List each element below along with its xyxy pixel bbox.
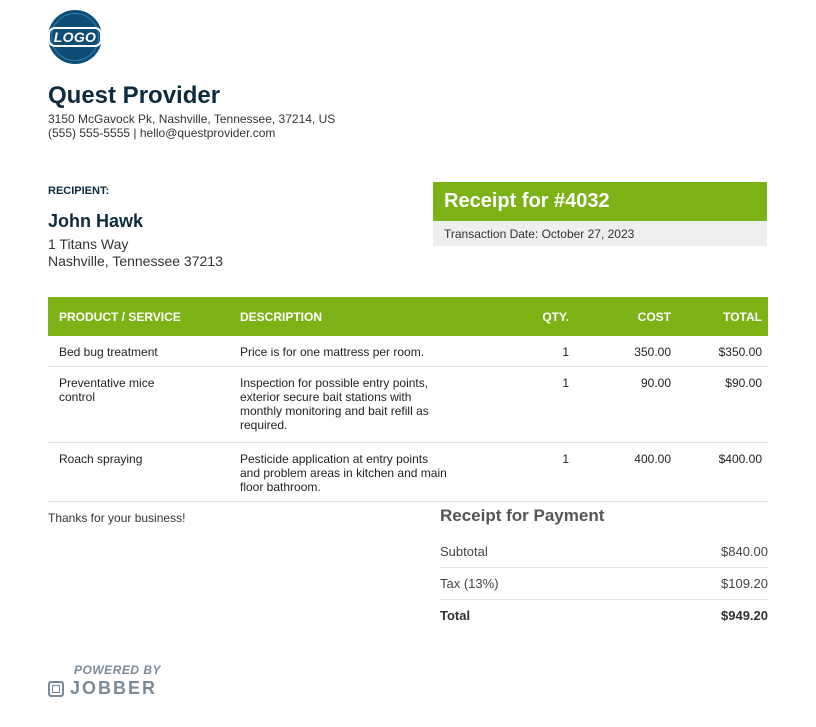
powered-by-label: POWERED BY (74, 663, 162, 677)
jobber-brand (48, 678, 161, 699)
receipt-header-box (433, 182, 767, 246)
table-header-row (48, 297, 768, 336)
recipient-label: RECIPIENT: (48, 185, 110, 197)
tax-row (440, 568, 768, 600)
row-product: Bed bug treatment (48, 336, 229, 367)
row-total: $350.00 (677, 336, 768, 367)
row-cost: 400.00 (577, 443, 677, 502)
header-product: PRODUCT / SERVICE (48, 297, 229, 336)
powered-by-jobber[interactable] (48, 663, 161, 699)
row-qty: 1 (453, 443, 577, 502)
header-description: DESCRIPTION (229, 297, 453, 336)
header-qty: QTY. (453, 297, 577, 336)
row-product: Roach spraying (48, 443, 229, 502)
row-cost: 90.00 (577, 367, 677, 443)
thank-you-note: Thanks for your business! (48, 511, 186, 525)
row-description: Price is for one mattress per room. (229, 336, 453, 367)
header-cost: COST (577, 297, 677, 336)
row-description: Pesticide application at entry points and problem areas in kitchen and main floor bathroom. (229, 443, 453, 502)
row-cost: 350.00 (577, 336, 677, 367)
table-row (48, 443, 768, 502)
recipient-address-line1: 1 Titans Way (48, 236, 129, 252)
row-total: $90.00 (677, 367, 768, 443)
payment-summary (440, 506, 768, 631)
row-qty: 1 (453, 367, 577, 443)
row-qty: 1 (453, 336, 577, 367)
receipt-title: Receipt for #4032 (433, 182, 767, 221)
subtotal-row (440, 536, 768, 568)
tax-label: Tax (13%) (440, 576, 499, 591)
jobber-wordmark: JOBBER (70, 678, 158, 698)
subtotal-label: Subtotal (440, 544, 488, 559)
summary-title: Receipt for Payment (440, 506, 605, 525)
company-contact: (555) 555-5555 | hello@questprovider.com (48, 126, 276, 140)
recipient-address-line2: Nashville, Tennessee 37213 (48, 253, 223, 269)
table-row (48, 336, 768, 367)
logo-text: LOGO (48, 27, 102, 47)
company-logo (48, 10, 102, 64)
company-address: 3150 McGavock Pk, Nashville, Tennessee, 37214, US (48, 112, 336, 126)
line-items-table (48, 297, 768, 502)
company-name: Quest Provider (48, 82, 221, 109)
transaction-date: Transaction Date: October 27, 2023 (433, 221, 767, 246)
total-value: $949.20 (721, 608, 768, 623)
subtotal-value: $840.00 (721, 544, 768, 559)
header-total: TOTAL (677, 297, 768, 336)
recipient-name: John Hawk (48, 211, 144, 231)
row-total: $400.00 (677, 443, 768, 502)
row-description: Inspection for possible entry points, exterior secure bait stations with monthly monitoring and bait refill as required. (229, 367, 453, 443)
tax-value: $109.20 (721, 576, 768, 591)
jobber-logo-icon (48, 681, 64, 697)
total-row (440, 600, 768, 631)
table-row (48, 367, 768, 443)
total-label: Total (440, 608, 471, 623)
row-product: Preventative mice control (48, 367, 229, 443)
